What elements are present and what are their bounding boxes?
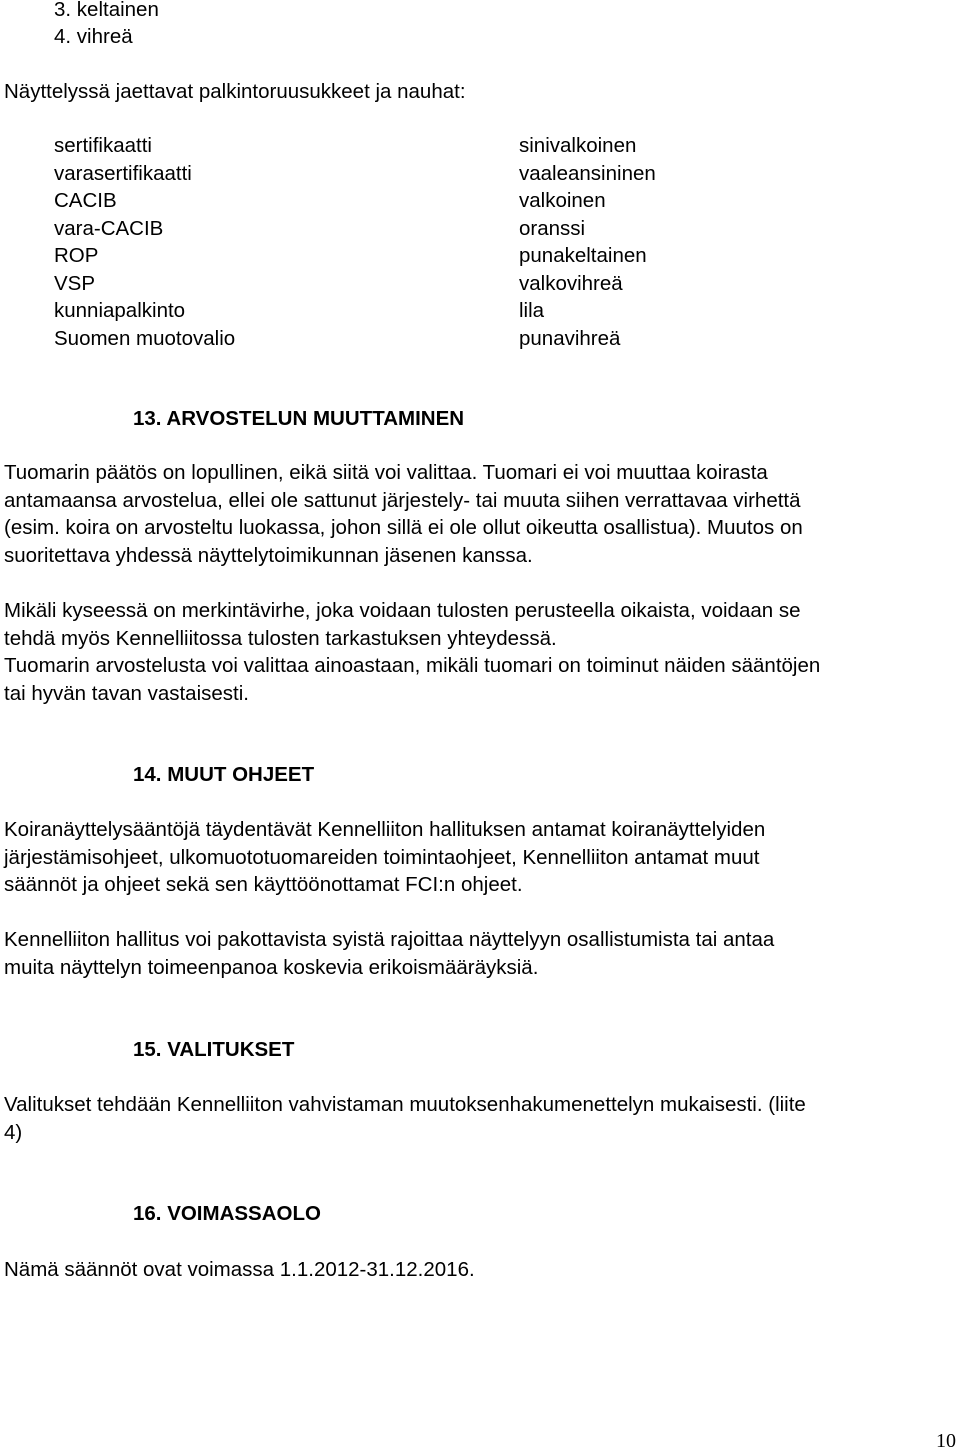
section-13-paragraph-1 bbox=[4, 459, 956, 569]
award-name: ROP bbox=[54, 244, 99, 267]
awards-intro: Näyttelyssä jaettavat palkintoruusukkeet ja nauhat: bbox=[4, 80, 466, 103]
list-item-vihrea: 4. vihreä bbox=[54, 25, 133, 48]
award-color: valkovihreä bbox=[519, 271, 623, 295]
section-14-paragraph-1 bbox=[4, 816, 956, 899]
text-line: tai hyvän tavan vastaisesti. bbox=[4, 681, 249, 705]
text-line: antamaansa arvostelua, ellei ole sattunut järjestely- tai muuta siihen verrattavaa virhettä bbox=[4, 488, 801, 512]
text-line: järjestämisohjeet, ulkomuototuomareiden toimintaohjeet, Kennelliiton antamat muut bbox=[4, 845, 760, 869]
text-line: muita näyttelyn toimeenpanoa koskevia erikoismääräyksiä. bbox=[4, 955, 539, 979]
section-16-paragraph-1 bbox=[4, 1256, 956, 1284]
award-color: oranssi bbox=[519, 216, 586, 240]
award-name: VSP bbox=[54, 271, 96, 295]
award-color: lila bbox=[519, 299, 545, 322]
award-name: CACIB bbox=[54, 189, 117, 212]
section-13-paragraph-2 bbox=[4, 597, 956, 707]
award-color: vaaleansininen bbox=[519, 161, 656, 185]
award-colors-list bbox=[519, 132, 656, 352]
section-14-paragraph-2 bbox=[4, 926, 956, 981]
award-name: kunniapalkinto bbox=[54, 299, 186, 322]
text-line: 4) bbox=[4, 1120, 23, 1144]
text-line: Nämä säännöt ovat voimassa 1.1.2012-31.12.2016. bbox=[4, 1258, 475, 1281]
text-line: Tuomarin arvostelusta voi valittaa ainoastaan, mikäli tuomari on toiminut näiden sääntöjen bbox=[4, 654, 821, 677]
section-15-heading: 15. VALITUKSET bbox=[133, 1038, 295, 1061]
page-number: 10 bbox=[936, 1430, 956, 1452]
text-line: Kennelliiton hallitus voi pakottavista syistä rajoittaa näyttelyyn osallistumista tai antaa bbox=[4, 928, 775, 951]
text-line: Valitukset tehdään Kennelliiton vahvistaman muutoksenhakumenettelyn mukaisesti. (liite bbox=[4, 1093, 806, 1116]
text-line: (esim. koira on arvosteltu luokassa, johon sillä ei ole ollut oikeutta osallistua). Muutos on bbox=[4, 516, 803, 539]
award-name: varasertifikaatti bbox=[54, 161, 192, 185]
text-line: Mikäli kyseessä on merkintävirhe, joka voidaan tulosten perusteella oikaista, voidaan se bbox=[4, 599, 801, 622]
section-14-heading: 14. MUUT OHJEET bbox=[133, 763, 315, 786]
section-16-heading: 16. VOIMASSAOLO bbox=[133, 1202, 321, 1225]
award-name: sertifikaatti bbox=[54, 134, 152, 157]
section-13-heading: 13. ARVOSTELUN MUUTTAMINEN bbox=[133, 407, 465, 430]
text-line: Tuomarin päätös on lopullinen, eikä siitä voi valittaa. Tuomari ei voi muuttaa koirasta bbox=[4, 461, 768, 484]
list-item-keltainen: 3. keltainen bbox=[54, 0, 159, 21]
award-name: vara-CACIB bbox=[54, 216, 164, 240]
award-color: punavihreä bbox=[519, 326, 621, 350]
text-line: tehdä myös Kennelliitossa tulosten tarkastuksen yhteydessä. bbox=[4, 626, 557, 650]
award-color: sinivalkoinen bbox=[519, 134, 637, 157]
award-color: punakeltainen bbox=[519, 244, 647, 267]
award-color: valkoinen bbox=[519, 189, 606, 212]
text-line: säännöt ja ohjeet sekä sen käyttöönottamat FCI:n ohjeet. bbox=[4, 873, 523, 896]
text-line: Koiranäyttelysääntöjä täydentävät Kennelliiton hallituksen antamat koiranäyttelyiden bbox=[4, 818, 766, 841]
award-name: Suomen muotovalio bbox=[54, 326, 236, 350]
awards-list bbox=[54, 132, 235, 352]
text-line: suoritettava yhdessä näyttelytoimikunnan jäsenen kanssa. bbox=[4, 543, 533, 567]
section-15-paragraph-1 bbox=[4, 1091, 956, 1146]
